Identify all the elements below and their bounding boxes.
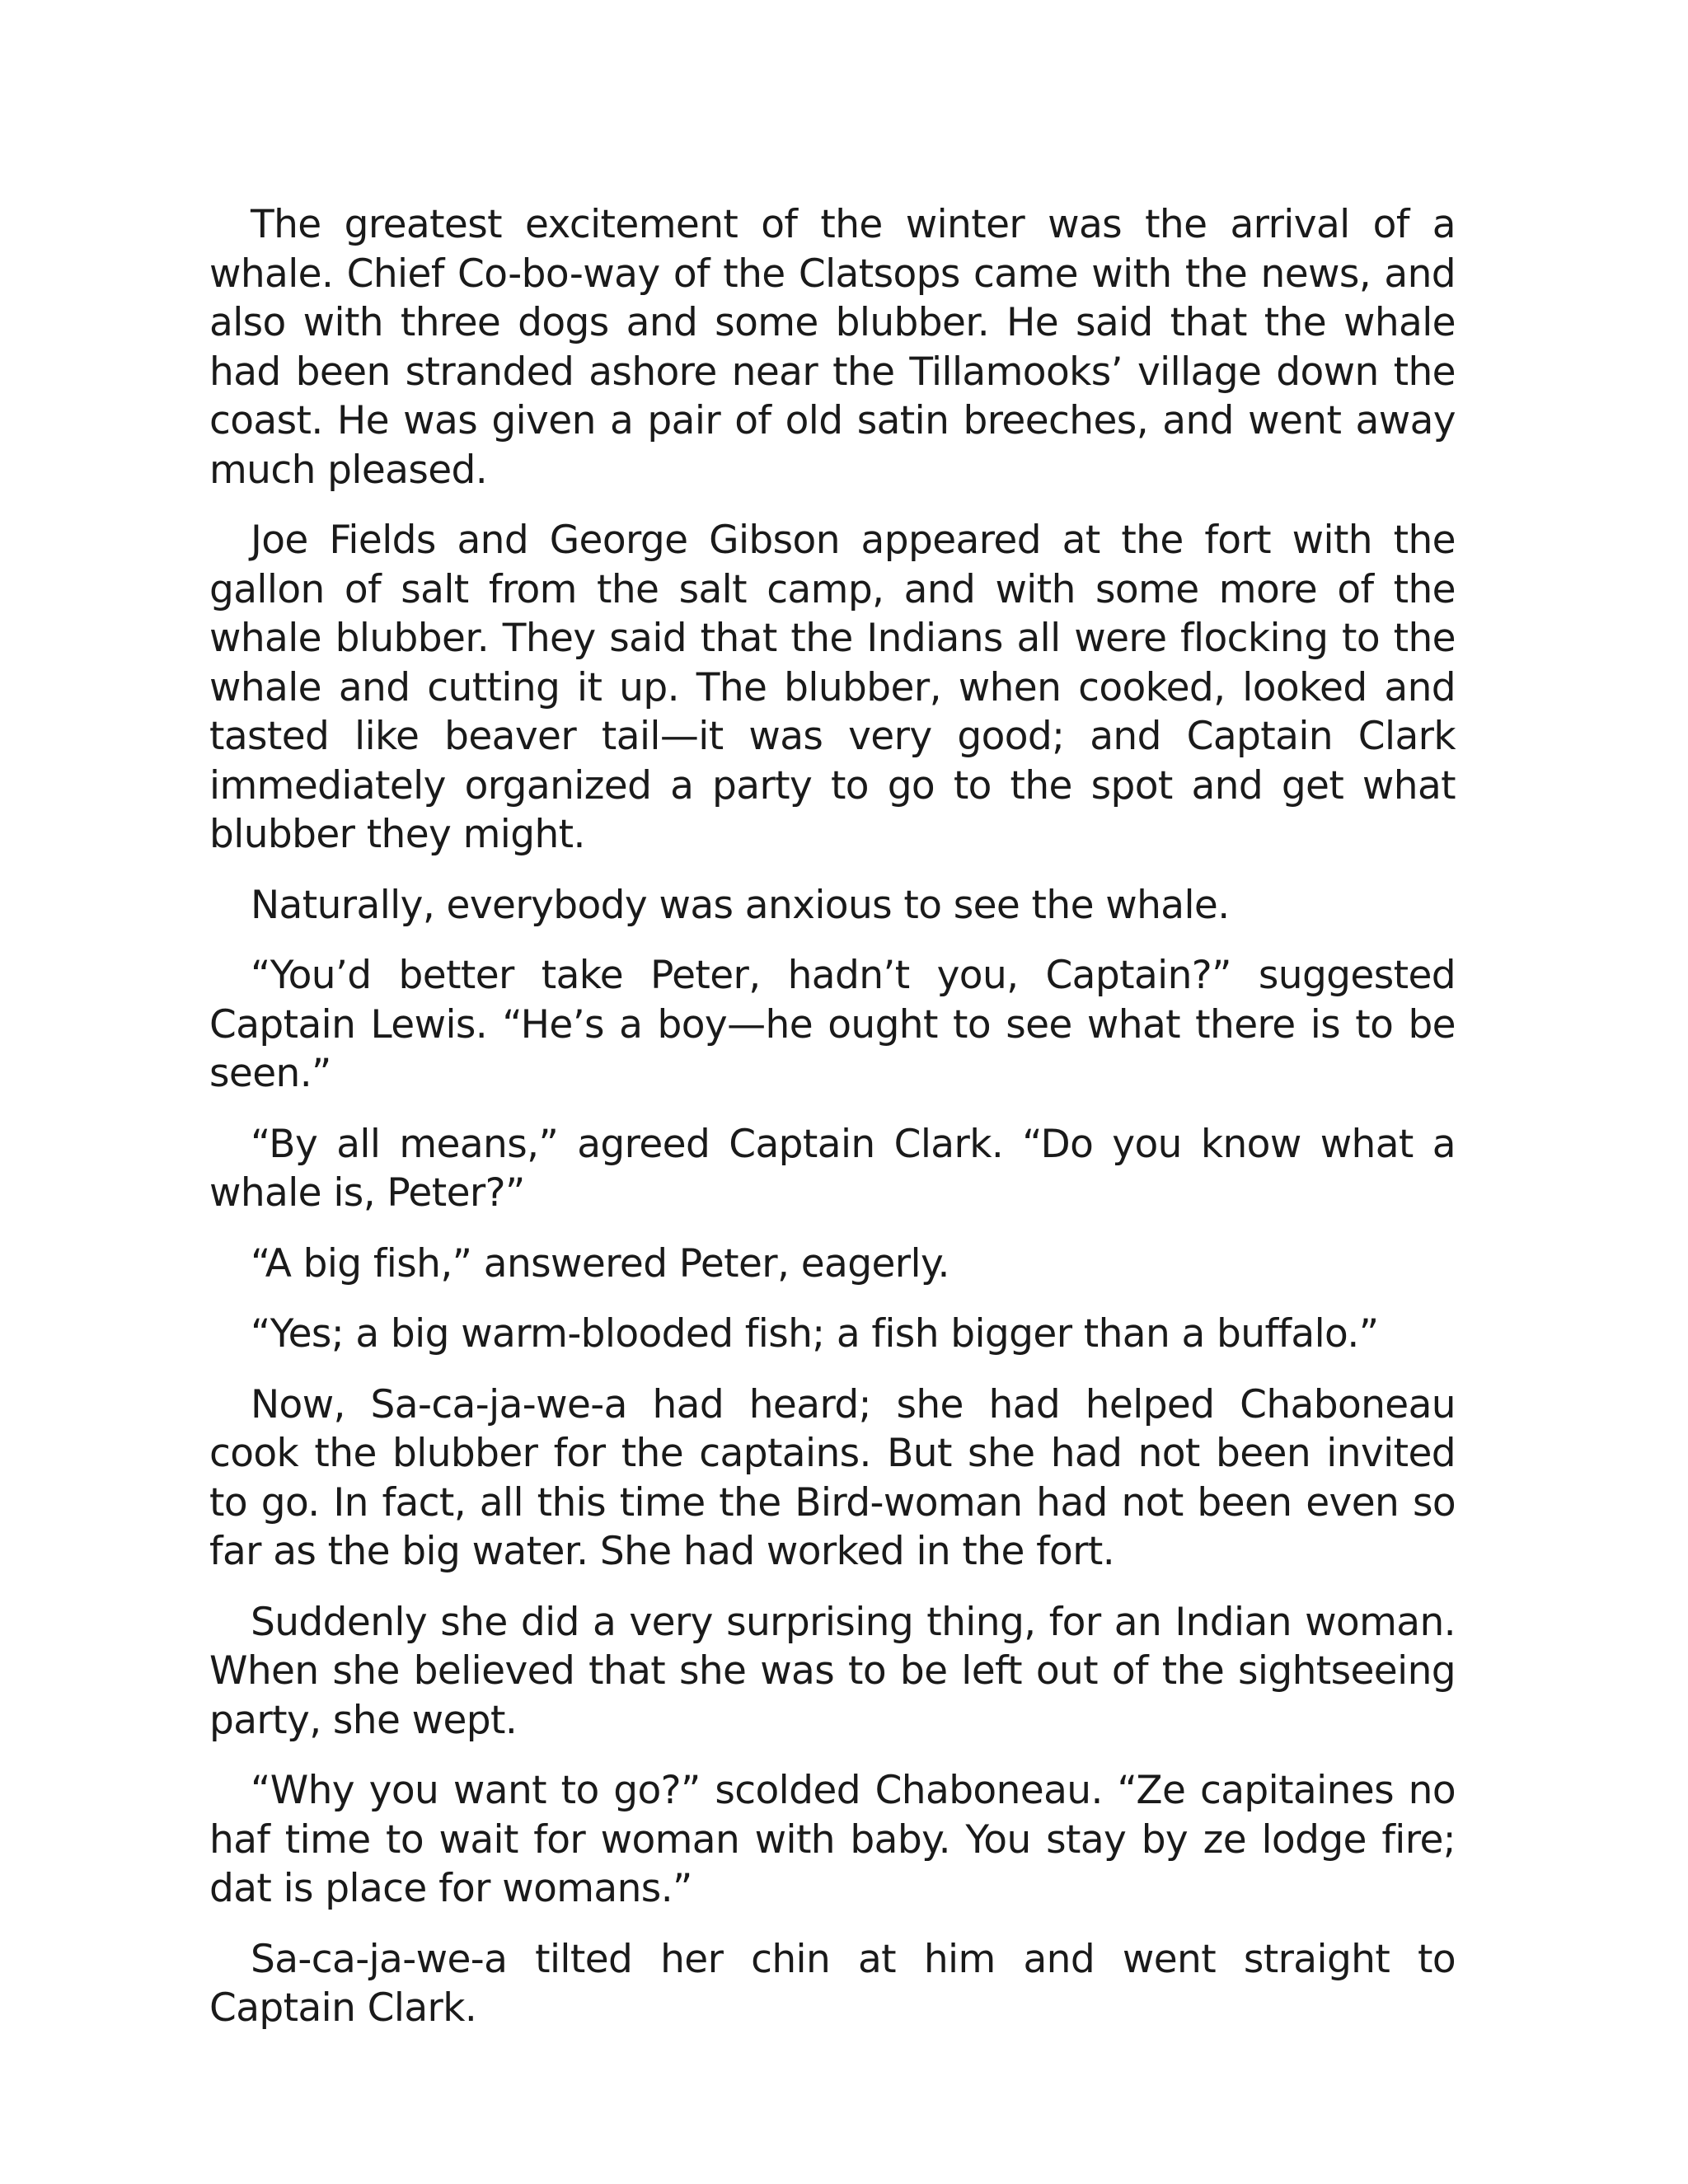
paragraph-lewis-suggestion: “You’d better take Peter, hadn’t you, Captain?” suggested Captain Lewis. “He’s a boy—he ought to see what there is to be seen.” [209,953,1456,1096]
paragraph-whale-arrival: The greatest excitement of the winter was the arrival of a whale. Chief Co-bo-way of the Clatsops came with the news, and also with three dogs and some blubber. He said that the whale had been stranded ashore near the Tillamooks’ village down the coast. He was given a pair of old satin breeches, and went away much pleased. [209,202,1456,493]
paragraph-sacajawea-heard: Now, Sa-ca-ja-we-a had heard; she had helped Chaboneau cook the blubber for the captains. But she had not been invited to go. In fact, all this time the Bird-woman had not been even so far as the big water. She had worked in the fort. [209,1381,1456,1574]
paragraph-chaboneau-scold: “Why you want to go?” scolded Chaboneau. “Ze capitaines no haf time to wait for woman with baby. You stay by ze lodge fire; dat is place for womans.” [209,1768,1456,1911]
paragraph-clark-question: “By all means,” agreed Captain Clark. “Do you know what a whale is, Peter?” [209,1121,1456,1216]
paragraph-she-wept: Suddenly she did a very surprising thing, for an Indian woman. When she believed that she was to be left out of the sightseeing party, she wept. [209,1599,1456,1743]
paragraph-peter-answer: “A big fish,” answered Peter, eagerly. [251,1240,950,1286]
paragraph-warm-blooded: “Yes; a big warm-blooded fish; a fish bigger than a buffalo.” [251,1311,1379,1357]
body-text [209,200,1456,2055]
paragraph-anxious: Naturally, everybody was anxious to see the whale. [251,882,1230,928]
paragraph-chin-tilted: Sa-ca-ja-we-a tilted her chin at him and went straight to Captain Clark. [209,1936,1456,2031]
paragraph-salt-camp: Joe Fields and George Gibson appeared at the fort with the gallon of salt from the salt camp, and with some more of the whale blubber. They said that the Indians all were flocking to the whale and cutting it up. The blubber, when cooked, looked and tasted like beaver tail—it was very good; and Captain Clark immediately organized a party to go to the spot and get what blubber they might. [209,518,1456,857]
